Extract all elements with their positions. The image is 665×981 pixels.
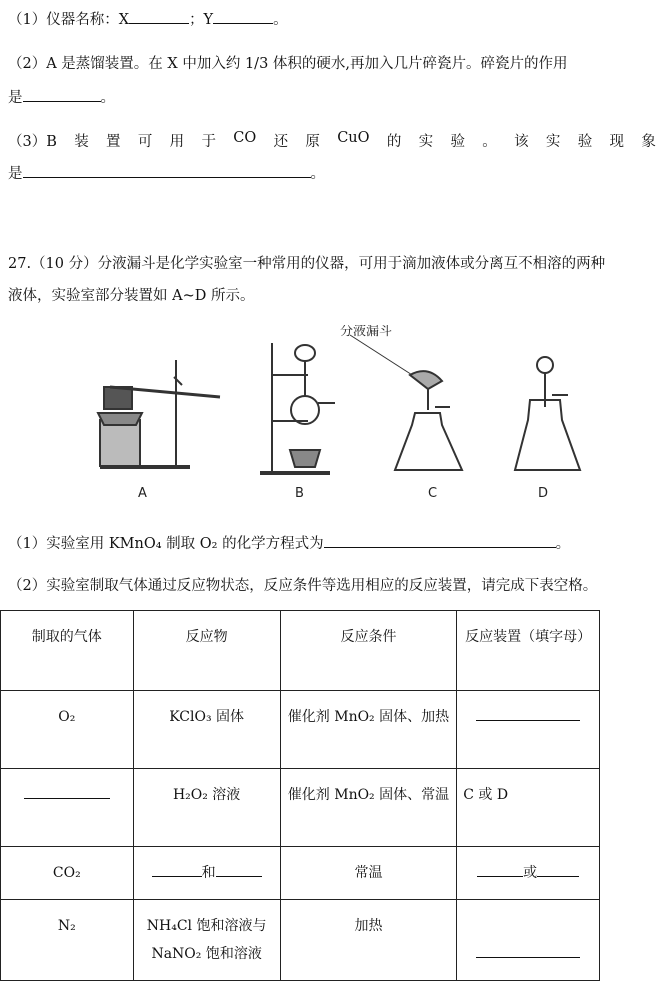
device-cell [457, 900, 600, 981]
question-2-line2 [8, 86, 115, 107]
q1-sep: ；Y [189, 12, 214, 28]
q3-token: 该 [514, 134, 529, 150]
q3-token: 还 [273, 134, 289, 150]
reactant-and: 和 [201, 865, 216, 881]
gas-cell: O₂ [1, 691, 134, 769]
apparatus-a [98, 360, 220, 467]
q3-token: 。 [482, 134, 497, 150]
device-cell: C 或 D [457, 769, 600, 847]
answer-blank-co2-reactant-2[interactable] [216, 862, 262, 877]
figure-label-c: C [428, 486, 438, 501]
q2-line2b: 。 [100, 90, 115, 106]
condition-cell: 催化剂 MnO₂ 固体、加热 [280, 691, 457, 769]
question-2-line1: （2）A 是蒸馏装置。在 X 中加入约 1/3 体积的硬水,再加入几片碎瓷片。碎瓷片的作用 [8, 56, 568, 72]
q3-token: 象 [641, 134, 656, 150]
q3-token: 实 [545, 134, 561, 150]
figure-label-b: B [295, 486, 304, 501]
q3-token: 原 [305, 134, 320, 150]
reactant-cell [133, 847, 280, 900]
q3-token: 验 [577, 134, 593, 150]
reactant-cell: NH₄Cl 饱和溶液与 NaNO₂ 饱和溶液 [133, 900, 280, 981]
answer-blank-q2[interactable] [23, 87, 101, 102]
answer-blank-equation[interactable] [324, 533, 556, 548]
condition-cell: 常温 [280, 847, 457, 900]
table-row [1, 769, 600, 847]
q3-token: 验 [450, 134, 465, 150]
gas-cell: N₂ [1, 900, 134, 981]
gas-cell: CO₂ [1, 847, 134, 900]
q3-token: 现 [609, 134, 625, 150]
table-header: 制取的气体 [1, 611, 134, 691]
reaction-table [0, 610, 600, 981]
apparatus-c [395, 371, 462, 470]
question-27-line1: 27.（10 分）分液漏斗是化学实验室一种常用的仪器，可用于滴加液体或分离互不相溶的两种 [8, 256, 606, 272]
question-27-line2: 液体，实验室部分装置如 A~D 所示。 [8, 288, 255, 304]
q3-token: （3）B [8, 134, 57, 150]
q1-end: 。 [273, 12, 288, 28]
table-header-row [1, 611, 600, 691]
answer-blank-gas[interactable] [24, 784, 110, 799]
answer-blank-o2-device[interactable] [476, 706, 580, 721]
device-cell [457, 847, 600, 900]
q3-token: CuO [337, 130, 370, 146]
answer-blank-co2-reactant-1[interactable] [152, 862, 202, 877]
q3-token: 可 [137, 134, 153, 150]
table-row [1, 900, 600, 981]
q3-token: 装 [74, 134, 89, 150]
answer-blank-q3[interactable] [23, 163, 311, 178]
question-1-line [8, 8, 288, 29]
apparatus-d [515, 357, 580, 470]
table-row [1, 847, 600, 900]
q3-token: 实 [418, 134, 434, 150]
figure-label-d: D [538, 486, 549, 501]
answer-blank-x[interactable] [129, 9, 189, 24]
q3-token: 置 [106, 134, 121, 150]
table-header: 反应条件 [280, 611, 457, 691]
gas-cell [1, 769, 134, 847]
answer-blank-y[interactable] [213, 9, 273, 24]
q3-line2b: 。 [310, 166, 325, 182]
table-row [1, 691, 600, 769]
q27-1-text: （1）实验室用 KMnO₄ 制取 O₂ 的化学方程式为 [8, 536, 324, 552]
apparatus-b [260, 343, 335, 473]
condition-cell: 加热 [280, 900, 457, 981]
answer-blank-n2-device[interactable] [476, 943, 580, 958]
question-27-2-line: （2）实验室制取气体通过反应物状态，反应条件等选用相应的反应装置，请完成下表空格。 [8, 578, 598, 594]
q3-token: CO [233, 130, 257, 146]
q2-line2a: 是 [8, 90, 23, 106]
figure-label-a: A [138, 486, 147, 501]
answer-blank-co2-device-1[interactable] [477, 862, 523, 877]
reactant-cell: H₂O₂ 溶液 [133, 769, 280, 847]
question-3-line2 [8, 162, 325, 183]
figure-callout: 分液漏斗 [340, 325, 393, 339]
q27-1-end: 。 [555, 536, 571, 552]
device-or: 或 [523, 865, 538, 881]
question-3-line1 [8, 130, 656, 151]
q3-token: 于 [201, 134, 216, 150]
q1-prefix: （1）仪器名称：X [8, 12, 130, 28]
condition-cell: 催化剂 MnO₂ 固体、常温 [280, 769, 457, 847]
q3-token: 的 [386, 134, 402, 150]
reactant-cell: KClO₃ 固体 [133, 691, 280, 769]
q3-line2a: 是 [8, 166, 23, 182]
q3-token: 用 [169, 134, 185, 150]
apparatus-figure [90, 325, 590, 503]
question-27-1-line [8, 532, 570, 553]
table-header: 反应物 [133, 611, 280, 691]
table-header: 反应装置（填字母） [457, 611, 600, 691]
answer-blank-co2-device-2[interactable] [537, 862, 579, 877]
device-cell [457, 691, 600, 769]
